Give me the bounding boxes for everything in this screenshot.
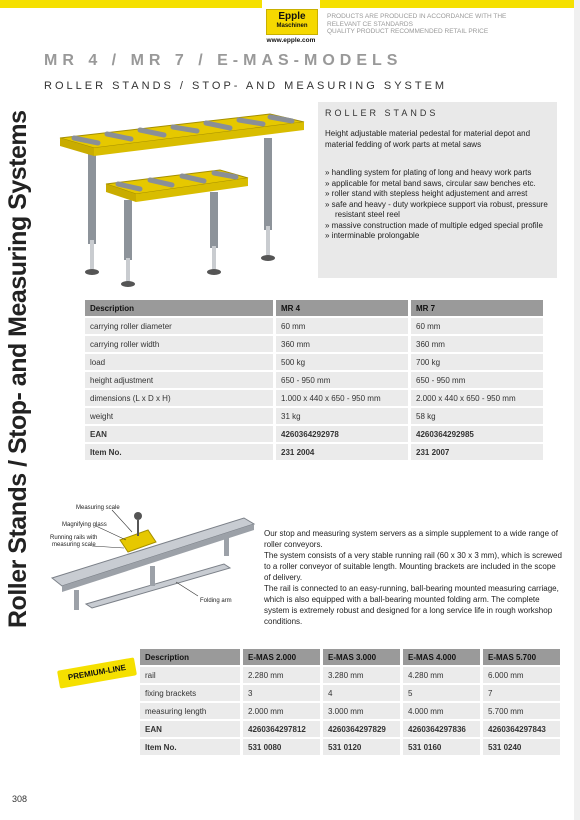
table-cell: 231 2007 bbox=[411, 444, 543, 460]
logo-sub: Maschinen bbox=[276, 23, 308, 29]
table-row bbox=[85, 318, 543, 334]
side-title-block bbox=[4, 110, 40, 790]
table-header-cell: E-MAS 5.700 bbox=[483, 649, 560, 665]
right-edge-strip bbox=[574, 0, 580, 820]
table-cell: 531 0160 bbox=[403, 739, 480, 755]
feature-item: » massive construction made of multiple edged special profile bbox=[325, 220, 543, 230]
callout-folding-arm: Folding arm bbox=[200, 598, 232, 604]
roller-stands-intro: Height adjustable material pedestal for material depot and material fedding of work parts at metal saws bbox=[325, 129, 531, 149]
table-row bbox=[140, 703, 560, 719]
table-cell: 650 - 950 mm bbox=[276, 372, 408, 388]
table-cell: measuring length bbox=[140, 703, 240, 719]
logo-brand: Epple bbox=[278, 11, 306, 22]
table-cell: 4260364297812 bbox=[243, 721, 320, 737]
logo-url: www.epple.com bbox=[266, 37, 316, 44]
table-cell: 58 kg bbox=[411, 408, 543, 424]
side-title: Roller Stands / Stop- and Measuring Systems bbox=[4, 110, 32, 628]
table-header-cell: MR 4 bbox=[276, 300, 408, 316]
roller-stands-info-box bbox=[318, 102, 557, 278]
table-row bbox=[140, 739, 560, 755]
table-header-cell: E-MAS 3.000 bbox=[323, 649, 400, 665]
disclaimer: PRODUCTS ARE PRODUCED IN ACCORDANCE WITH THE RELEVANT CE STANDARDS QUALITY PRODUCT RECOMMENDED RETAIL PRICE bbox=[327, 13, 507, 35]
table-cell: fixing brackets bbox=[140, 685, 240, 701]
table-cell: Item No. bbox=[85, 444, 273, 460]
table-cell: 4260364297829 bbox=[323, 721, 400, 737]
roller-stands-features bbox=[325, 168, 557, 242]
table-cell: EAN bbox=[85, 426, 273, 442]
feature-item: » interminable prolongable bbox=[325, 231, 420, 240]
table-cell: height adjustment bbox=[85, 372, 273, 388]
table-cell: rail bbox=[140, 667, 240, 683]
table-row bbox=[85, 372, 543, 388]
table-header-row bbox=[140, 649, 560, 665]
table-cell: 4260364292978 bbox=[276, 426, 408, 442]
table-cell: 650 - 950 mm bbox=[411, 372, 543, 388]
table-cell: 7 bbox=[483, 685, 560, 701]
feature-item: » applicable for metal band saws, circular saw benches etc. bbox=[325, 178, 536, 188]
table-row bbox=[85, 354, 543, 370]
table-cell: 531 0240 bbox=[483, 739, 560, 755]
roller-stands-heading: ROLLER STANDS bbox=[325, 108, 439, 118]
measuring-system-illustration bbox=[48, 496, 264, 626]
table-cell: 3 bbox=[243, 685, 320, 701]
table-cell: 500 kg bbox=[276, 354, 408, 370]
table-cell: 531 0120 bbox=[323, 739, 400, 755]
roller-stands-spec-table bbox=[82, 298, 546, 462]
table-cell: 700 kg bbox=[411, 354, 543, 370]
table-cell: carrying roller width bbox=[85, 336, 273, 352]
table-cell: 2.280 mm bbox=[243, 667, 320, 683]
table-cell: 5.700 mm bbox=[483, 703, 560, 719]
table-cell: 31 kg bbox=[276, 408, 408, 424]
table-row bbox=[85, 408, 543, 424]
feature-item: » handling system for plating of long and heavy work parts bbox=[325, 168, 532, 177]
table-header-cell: MR 7 bbox=[411, 300, 543, 316]
table-cell: 5 bbox=[403, 685, 480, 701]
table-row bbox=[85, 444, 543, 460]
roller-stands-illustration bbox=[52, 100, 314, 296]
table-row bbox=[85, 390, 543, 406]
table-cell: weight bbox=[85, 408, 273, 424]
callout-magnifying-glass: Magnifying glass bbox=[62, 522, 107, 528]
table-row bbox=[140, 667, 560, 683]
table-cell: 2.000 mm bbox=[243, 703, 320, 719]
table-cell: 3.000 mm bbox=[323, 703, 400, 719]
page-number: 308 bbox=[12, 794, 28, 804]
table-header-row bbox=[85, 300, 543, 316]
table-header-cell: Description bbox=[85, 300, 273, 316]
callout-running-rails: Running rails with bbox=[50, 535, 98, 541]
table-row bbox=[140, 685, 560, 701]
table-row bbox=[140, 721, 560, 737]
table-cell: 2.000 x 440 x 650 - 950 mm bbox=[411, 390, 543, 406]
table-row bbox=[85, 426, 543, 442]
table-header-cell: Description bbox=[140, 649, 240, 665]
table-cell: 4.000 mm bbox=[403, 703, 480, 719]
table-row bbox=[85, 336, 543, 352]
table-cell: 4260364297843 bbox=[483, 721, 560, 737]
callout-running-rails-2: measuring scale bbox=[52, 542, 96, 548]
table-cell: 4.280 mm bbox=[403, 667, 480, 683]
table-cell: 4260364297836 bbox=[403, 721, 480, 737]
table-cell: 231 2004 bbox=[276, 444, 408, 460]
epple-logo bbox=[262, 6, 320, 48]
table-cell: 4260364292985 bbox=[411, 426, 543, 442]
table-cell: 60 mm bbox=[411, 318, 543, 334]
feature-item: » safe and heavy - duty workpiece support via robust, pressure resistant steel reel bbox=[325, 199, 548, 219]
table-cell: EAN bbox=[140, 721, 240, 737]
table-cell: 360 mm bbox=[276, 336, 408, 352]
table-cell: 4 bbox=[323, 685, 400, 701]
table-cell: 360 mm bbox=[411, 336, 543, 352]
feature-item: » roller stand with stepless height adjustement and arrest bbox=[325, 189, 528, 198]
table-header-cell: E-MAS 2.000 bbox=[243, 649, 320, 665]
callout-measuring-scale: Measuring scale bbox=[76, 505, 120, 511]
table-cell: load bbox=[85, 354, 273, 370]
page-title: MR 4 / MR 7 / E-MAS-MODELS bbox=[44, 52, 403, 69]
table-cell: carrying roller diameter bbox=[85, 318, 273, 334]
table-cell: 6.000 mm bbox=[483, 667, 560, 683]
table-cell: 60 mm bbox=[276, 318, 408, 334]
table-cell: dimensions (L x D x H) bbox=[85, 390, 273, 406]
table-header-cell: E-MAS 4.000 bbox=[403, 649, 480, 665]
table-cell: 531 0080 bbox=[243, 739, 320, 755]
premium-line-badge: PREMIUM-LINE bbox=[57, 657, 137, 688]
table-cell: Item No. bbox=[140, 739, 240, 755]
table-cell: 1.000 x 440 x 650 - 950 mm bbox=[276, 390, 408, 406]
page-subtitle: ROLLER STANDS / STOP- AND MEASURING SYSTEM bbox=[44, 80, 448, 92]
table-cell: 3.280 mm bbox=[323, 667, 400, 683]
measuring-system-description: Our stop and measuring system servers as a simple supplement to a wide range of roller conveyors. The system consists of a very stable running rail (60 x 30 x 3 mm), which is screwed to a roller conveyor of suitable length. Mounting brackets are included in the scope of delivery. The rail is connected to an easy-running, ball-bearing mounted measuring carriage, which is also equipped with a ball-bearing mounted folding arm. The complete system is extremely robust and designed for a long service life in rough workshop conditions. bbox=[264, 529, 562, 626]
e-mas-spec-table bbox=[137, 647, 563, 757]
